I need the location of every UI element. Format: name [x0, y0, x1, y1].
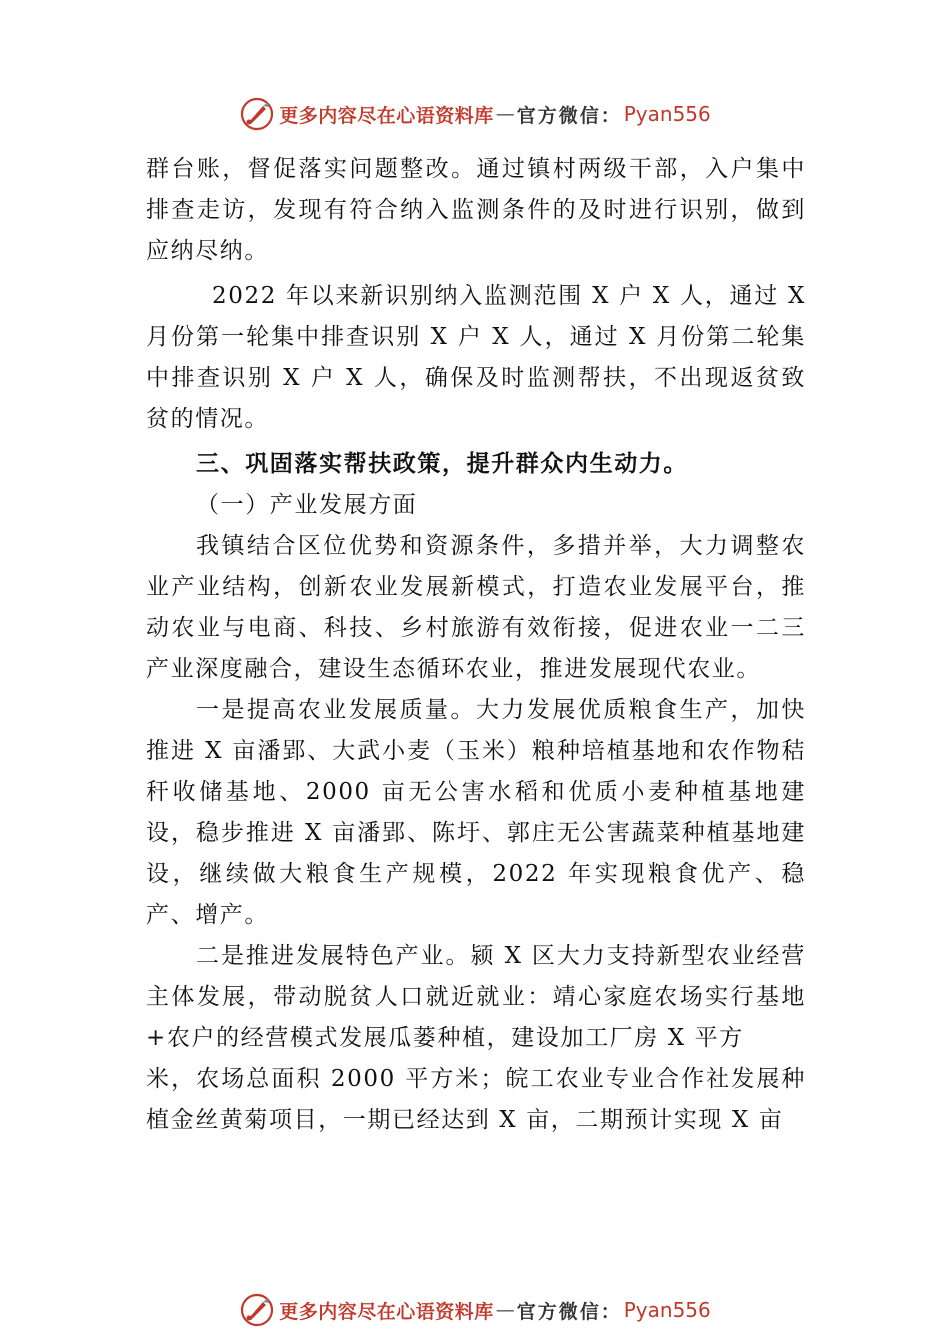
banner-dash: — [495, 1299, 515, 1321]
paragraph-specialty: 二是推进发展特色产业。颍 X 区大力支持新型农业经营主体发展，带动脱贫人口就近就业：靖心家庭农场实行基地+农户的经营模式发展瓜蒌种植，建设加工厂房 X 平方 [146, 943, 806, 1051]
banner-wechat: Pyan556 [623, 102, 711, 126]
banner-wechat: Pyan556 [623, 1298, 711, 1322]
quill-logo-icon [239, 1292, 275, 1328]
section-heading: 三、巩固落实帮扶政策，提升群众内生动力。 [196, 451, 688, 477]
paragraph-specialty-cont: 米，农场总面积 2000 平方米；皖工农业专业合作社发展种植金丝黄菊项目，一期已经达到 X 亩，二期预计实现 X 亩 [146, 1066, 806, 1133]
document-body [146, 149, 806, 1141]
banner-brand: 更多内容尽在心语资料库 [279, 104, 494, 127]
quill-logo-icon [239, 96, 275, 132]
footer-banner [0, 1290, 950, 1330]
banner-dash: — [495, 103, 515, 125]
paragraph-quality: 一是提高农业发展质量。大力发展优质粮食生产，加快推进 X 亩潘郢、大武小麦（玉米）粮种培植基地和农作物秸秆收储基地、2000 亩无公害水稻和优质小麦种植基地建设，稳步推进 X 亩潘郢、陈圩、郭庄无公害蔬菜种植基地建设，继续做大粮食生产规模，2022 年实现粮食优产、稳产、增产。 [146, 697, 806, 928]
banner-brand: 更多内容尽在心语资料库 [279, 1300, 494, 1323]
paragraph-industry-intro: 我镇结合区位优势和资源条件，多措并举，大力调整农业产业结构，创新农业发展新模式，打造农业发展平台，推动农业与电商、科技、乡村旅游有效衔接，促进农业一二三产业深度融合，建设生态循环农业，推进发展现代农业。 [146, 533, 806, 682]
paragraph-continued: 群台账，督促落实问题整改。通过镇村两级干部，入户集中排查走访，发现有符合纳入监测条件的及时进行识别，做到应纳尽纳。 [146, 156, 806, 264]
header-banner [0, 94, 950, 134]
paragraph-monitoring: 2022 年以来新识别纳入监测范围 X 户 X 人，通过 X 月份第一轮集中排查识别 X 户 X 人，通过 X 月份第二轮集中排查识别 X 户 X 人，确保及时监测帮扶，不出现返贫致贫的情况。 [146, 283, 806, 432]
banner-sub: 官方微信： [516, 1300, 622, 1323]
subsection-heading: （一）产业发展方面 [196, 492, 418, 518]
banner-sub: 官方微信： [516, 104, 622, 127]
